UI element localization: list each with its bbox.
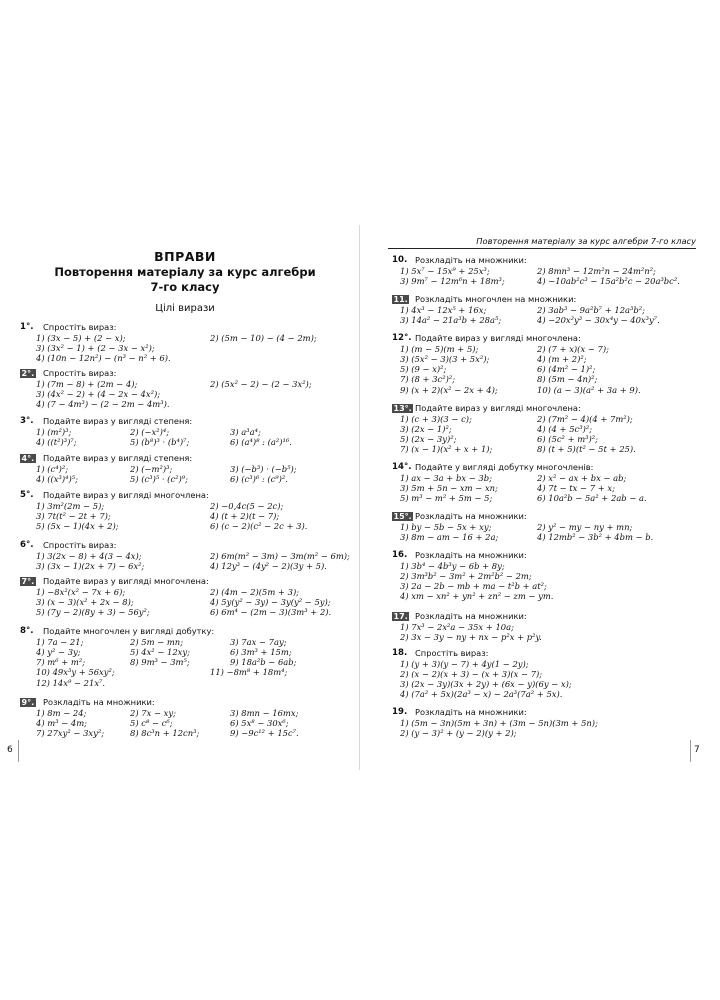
task-item: 3) (2x − 3y)(3x + 2y) + (6x − y)(6y − x); — [400, 679, 572, 690]
exercise-instruction: Розкладіть на множники: — [43, 697, 155, 707]
exercise-17 — [392, 611, 692, 642]
task-item: 3) 9m⁷ − 12m⁶n + 18m³; — [400, 275, 505, 286]
task-item: 1) 3m²(2m − 5); — [36, 500, 105, 511]
task-item: 5) (5x − 1)(4x + 2); — [36, 521, 119, 532]
task-item: 2) 3x − 3y − ny + nx − p²x + p²y. — [400, 631, 542, 642]
task-item: 3) 8m − am − 16 + 2a; — [400, 531, 499, 542]
exercise-number: 17. — [393, 611, 408, 621]
margin-rule-right — [690, 740, 691, 762]
task-item: 4) (t + 2)(t − 7); — [210, 510, 280, 521]
exercise-instruction: Подайте вираз у вигляді многочлена: — [415, 403, 581, 413]
task-item: 2) 8mn³ − 12m²n − 24m²n²; — [537, 265, 656, 276]
exercise-number: 3°. — [20, 416, 34, 426]
task-item: 6) (5c² + m³)²; — [537, 434, 598, 445]
task-row — [20, 474, 350, 484]
exercise-instruction: Розкладіть на множники: — [415, 707, 527, 717]
task-item: 4) 12mb² − 3b² + 4bm − b. — [537, 531, 654, 542]
task-row — [392, 364, 692, 374]
page-subtitle-line1: Повторення матеріалу за курс алгебри — [54, 265, 316, 279]
task-item: 3) (3x − 1)(2x + 7) − 6x²; — [36, 560, 145, 571]
task-item: 6) (c − 2)(c² − 2c + 3). — [210, 521, 308, 532]
task-item: 1) 7x³ − 2x²a − 35x + 10a; — [400, 621, 514, 632]
task-item: 1) 5x⁷ − 15x⁹ + 25x³; — [400, 265, 490, 276]
task-item: 1) (5m − 3n)(5m + 3n) + (3m − 5n)(3m + 5n); — [400, 717, 598, 728]
margin-rule-left — [18, 740, 19, 762]
exercise-3 — [20, 416, 350, 447]
task-item: 4) m³ − 4m; — [36, 717, 87, 728]
task-row — [392, 622, 692, 632]
task-item: 4) 12y³ − (4y² − 2)(3y + 5). — [210, 560, 327, 571]
task-row — [392, 344, 692, 354]
task-row — [20, 501, 350, 511]
task-item: 2) (5x² − 2) − (2 − 3x²); — [210, 378, 312, 389]
task-item: 11) −8m⁸ + 18m⁴; — [210, 667, 288, 678]
exercise-instruction: Розкладіть на множники: — [415, 255, 527, 265]
task-item: 4) ((t²)³)⁷; — [36, 436, 77, 447]
exercise-number: 18. — [392, 648, 408, 658]
task-item: 1) (m²)³; — [36, 426, 72, 437]
task-item: 2) 7x − xy; — [130, 707, 176, 718]
task-item: 3) a³a⁴; — [230, 426, 261, 437]
exercise-13 — [392, 403, 692, 455]
task-row — [392, 659, 692, 669]
task-item: 1) (3x − 5) + (2 − x); — [36, 332, 126, 343]
task-item: 3) (4x² − 2) + (4 − 2x − 4x²); — [36, 388, 161, 399]
exercise-instruction: Розкладіть на множники: — [415, 550, 527, 560]
task-row — [392, 276, 692, 286]
task-item: 5) (c³)⁵ · (c²)⁹; — [130, 473, 188, 484]
task-row — [20, 343, 350, 353]
task-item: 10) (a − 3)(a² + 3a + 9). — [537, 384, 641, 395]
task-item: 2) y² − my − ny + mn; — [537, 521, 633, 532]
exercise-number: 15°. — [393, 511, 412, 521]
task-row — [392, 444, 692, 454]
page-number-left: 6 — [7, 745, 13, 755]
task-item: 1) 7a − 21; — [36, 636, 84, 647]
task-item: 4) 5y(y² − 3y) − 3y(y² − 5y); — [210, 596, 331, 607]
exercise-number: 2°. — [21, 368, 35, 378]
exercise-number: 8°. — [20, 626, 34, 636]
task-item: 6) (a⁴)⁸ : (a²)¹⁶. — [230, 436, 292, 447]
task-item: 6) (4m² − 1)²; — [537, 364, 596, 375]
task-item: 6) 10a²b − 5a² + 2ab − a. — [537, 493, 647, 504]
task-row — [392, 473, 692, 483]
task-row — [20, 718, 350, 728]
exercise-instruction: Подайте многочлен у вигляді добутку: — [43, 626, 215, 636]
task-item: 10) 49x³y + 56xy²; — [36, 667, 115, 678]
task-item: 5) c⁸ − c⁶; — [130, 717, 173, 728]
exercise-number: 11. — [393, 294, 408, 304]
task-item: 6) 5x⁸ − 30x⁶; — [230, 717, 289, 728]
task-row — [392, 632, 692, 642]
task-row — [392, 434, 692, 444]
task-item: 1) (7m − 8) + (2m − 4); — [36, 378, 138, 389]
page-subtitle-line2: 7-го класу — [150, 280, 220, 294]
exercise-instruction: Спростіть вираз: — [43, 368, 117, 378]
task-item: 7) (x − 1)(x² + x + 1); — [400, 444, 493, 455]
task-item: 6) 6m⁴ − (2m − 3)(3m³ + 2). — [210, 607, 332, 618]
exercise-number: 12°. — [392, 333, 412, 343]
task-item: 5) (7y − 2)(8y + 3) − 56y²; — [36, 607, 150, 618]
task-row — [392, 266, 692, 276]
page-title: ВПРАВИ — [154, 249, 216, 264]
exercise-instruction: Спростіть вираз: — [43, 322, 117, 332]
task-item: 4) (4 + 5c³)²; — [537, 423, 593, 434]
task-item: 2) 3ab³ − 9a²b⁷ + 12a³b²; — [537, 304, 645, 315]
task-row — [392, 718, 692, 728]
exercise-number: 6°. — [20, 540, 34, 550]
exercise-number: 13°. — [393, 403, 412, 413]
task-item: 7) m⁶ + m²; — [36, 657, 86, 668]
task-row — [392, 669, 692, 679]
task-row — [392, 424, 692, 434]
exercise-number: 19. — [392, 707, 408, 717]
task-item: 4) y² − 3y; — [36, 646, 81, 657]
exercise-number: 9°. — [21, 697, 35, 707]
exercise-instruction: Розкладіть на множники: — [415, 511, 527, 521]
task-item: 9) −9c¹² + 15c⁷. — [230, 728, 299, 739]
exercise-16 — [392, 550, 692, 602]
exercise-9 — [20, 697, 350, 738]
task-item: 4) ((x³)⁴)⁵; — [36, 473, 78, 484]
exercise-instruction: Подайте вираз у вигляді степеня: — [43, 416, 193, 426]
task-row — [392, 374, 692, 384]
task-row — [20, 647, 350, 657]
task-item: 3) (3x² − 1) + (2 − 3x − x²); — [36, 342, 155, 353]
task-item: 2) 6m(m² − 3m) − 3m(m² − 6m); — [210, 550, 350, 561]
task-row — [20, 708, 350, 718]
task-item: 4) −20x²y³ − 30x⁴y − 40x³y⁷. — [537, 314, 660, 325]
task-item: 2) 3m³b² − 3m² + 2m²b² − 2m; — [400, 570, 532, 581]
task-row — [392, 414, 692, 424]
task-item: 5) (9 − x)²; — [400, 364, 447, 375]
task-row — [20, 511, 350, 521]
task-row — [20, 728, 350, 738]
task-row — [20, 561, 350, 571]
task-item: 3) (5x² − 3)(3 + 5x²); — [400, 353, 490, 364]
task-item: 2) (7 + x)(x − 7); — [537, 343, 609, 354]
exercise-number: 7°. — [21, 576, 35, 586]
right-page — [360, 0, 720, 1000]
running-head: Повторення матеріалу за курс алгебри 7-го класу — [388, 236, 696, 249]
task-item: 1) (m − 5)(m + 5); — [400, 343, 479, 354]
task-item: 4) −10ab²c³ − 15a²b²c − 20a³bc². — [537, 275, 680, 286]
task-row — [392, 591, 692, 601]
task-item: 3) 14a² − 21a³b + 28a⁵; — [400, 314, 502, 325]
task-row — [392, 571, 692, 581]
task-row — [20, 607, 350, 617]
task-row — [20, 427, 350, 437]
task-row — [20, 597, 350, 607]
exercise-instruction: Подайте вираз у вигляді степеня: — [43, 453, 193, 463]
task-item: 5) (2x − 3y)²; — [400, 434, 457, 445]
exercise-8 — [20, 626, 350, 688]
exercise-number: 10. — [392, 255, 408, 265]
task-item: 1) −8x²(x² − 7x + 6); — [36, 586, 126, 597]
task-item: 2) (−x²)⁴; — [130, 426, 170, 437]
task-item: 3) 7t(t² − 2t + 7); — [36, 510, 111, 521]
task-row — [392, 385, 692, 395]
exercise-14 — [392, 462, 692, 503]
task-row — [20, 587, 350, 597]
exercise-instruction: Подайте вираз у вигляді многочлена: — [415, 333, 581, 343]
task-item: 3) 7ax − 7ay; — [230, 636, 287, 647]
task-item: 5) m³ − m² + 5m − 5; — [400, 493, 493, 504]
task-item: 3) 8mn − 16mx; — [230, 707, 299, 718]
task-item: 2) (4m − 2)(5m + 3); — [210, 586, 300, 597]
task-row — [20, 437, 350, 447]
exercise-4 — [20, 453, 350, 484]
task-row — [392, 689, 692, 699]
task-row — [20, 333, 350, 343]
task-item: 4) xm − xn² + yn² + zn² − zm − ym. — [400, 591, 554, 602]
task-item: 5) (b⁸)³ · (b⁴)⁷; — [130, 436, 190, 447]
task-row — [392, 532, 692, 542]
task-item: 8) 9m³ − 3m⁵; — [130, 657, 190, 668]
task-row — [20, 399, 350, 409]
exercise-11 — [392, 294, 692, 325]
exercise-instruction: Подайте вираз у вигляді многочлена: — [43, 490, 209, 500]
exercise-1 — [20, 322, 350, 363]
task-item: 2) (x − 2)(x + 3) − (x + 3)(x − 7); — [400, 668, 543, 679]
task-row — [20, 551, 350, 561]
exercise-instruction: Розкладіть на множники: — [415, 611, 527, 621]
exercise-number: 5°. — [20, 490, 34, 500]
task-item: 4) (7 − 4m³) − (2 − 2m − 4m³). — [36, 399, 170, 410]
task-row — [20, 464, 350, 474]
exercise-instruction: Подайте у вигляді добутку многочленів: — [415, 462, 594, 472]
task-row — [20, 353, 350, 363]
task-item: 8) (5m − 4n)²; — [537, 374, 598, 385]
task-item: 3) 2a − 2b − mb + ma − t²b + at²; — [400, 581, 547, 592]
exercise-number: 4°. — [21, 453, 35, 463]
task-item: 4) (10n − 12n²) − (n³ − n² + 6). — [36, 353, 171, 364]
task-item: 3) (−b³) · (−b⁵); — [230, 463, 297, 474]
task-item: 1) 4x³ − 12x⁵ + 16x; — [400, 304, 487, 315]
exercise-instruction: Спростіть вираз: — [415, 648, 489, 658]
task-row — [392, 315, 692, 325]
task-row — [20, 678, 350, 688]
task-row — [20, 637, 350, 647]
exercise-instruction: Подайте вираз у вигляді многочлена: — [43, 576, 209, 586]
task-item: 3) (2x − 1)²; — [400, 423, 452, 434]
task-row — [20, 667, 350, 677]
task-item: 1) (c + 3)(3 − c); — [400, 413, 472, 424]
task-item: 1) (y + 3)(y − 7) + 4y(1 − 2y); — [400, 658, 529, 669]
task-row — [20, 521, 350, 531]
task-row — [392, 483, 692, 493]
exercise-15 — [392, 511, 692, 542]
task-row — [392, 493, 692, 503]
task-item: 7) 27xy² − 3xy²; — [36, 728, 105, 739]
task-item: 2) (y − 3)² + (y − 2)(y + 2); — [400, 727, 517, 738]
task-item: 9) (x + 2)(x² − 2x + 4); — [400, 384, 498, 395]
task-item: 8) (t + 5)(t² − 5t + 25). — [537, 444, 636, 455]
page-number-right: 7 — [694, 745, 700, 755]
task-item: 3) 5m + 5n − xm − xn; — [400, 482, 498, 493]
task-item: 3) (x − 3)(x² + 2x − 8); — [36, 596, 134, 607]
task-item: 9) 18a²b − 6ab; — [230, 657, 297, 668]
task-row — [392, 679, 692, 689]
task-row — [392, 581, 692, 591]
task-row — [20, 379, 350, 389]
exercise-10 — [392, 255, 692, 286]
task-row — [392, 728, 692, 738]
task-row — [392, 522, 692, 532]
exercise-number: 14°. — [392, 462, 412, 472]
task-item: 6) 3m³ + 15m; — [230, 646, 292, 657]
task-item: 1) by − 5b − 5x + xy; — [400, 521, 492, 532]
task-item: 1) 3(2x − 8) + 4(3 − 4x); — [36, 550, 142, 561]
task-item: 2) −0,4c(5 − 2c); — [210, 500, 284, 511]
exercise-2 — [20, 368, 350, 409]
task-item: 8) 8c³n + 12cn³; — [130, 728, 200, 739]
section-title: Цілі вирази — [155, 303, 215, 314]
task-row — [20, 657, 350, 667]
task-item: 4) (m + 2)²; — [537, 353, 587, 364]
exercise-instruction: Розкладіть многочлен на множники: — [415, 294, 577, 304]
exercise-instruction: Спростіть вираз: — [43, 540, 117, 550]
task-item: 1) (c⁴)²; — [36, 463, 69, 474]
exercise-12 — [392, 333, 692, 395]
task-item: 6) (c³)⁶ : (c⁹)². — [230, 473, 288, 484]
exercise-18 — [392, 648, 692, 700]
task-item: 2) (−m²)³; — [130, 463, 173, 474]
task-row — [392, 354, 692, 364]
task-item: 4) (7a² + 5x)(2a³ − x) − 2a³(7a² + 5x). — [400, 689, 563, 700]
task-item: 2) x² − ax + bx − ab; — [537, 472, 627, 483]
task-item: 2) (7m² − 4)(4 + 7m²); — [537, 413, 633, 424]
exercise-19 — [392, 707, 692, 738]
task-item: 4) 7t − tx − 7 + x; — [537, 482, 615, 493]
exercise-6 — [20, 540, 350, 571]
task-item: 1) ax − 3a + bx − 3b; — [400, 472, 492, 483]
task-row — [392, 305, 692, 315]
task-item: 7) (8 + 3c²)²; — [400, 374, 456, 385]
task-item: 1) 3b⁴ − 4b³y − 6b + 8y; — [400, 560, 505, 571]
task-item: 5) 4x² − 12xy; — [130, 646, 190, 657]
exercise-5 — [20, 490, 350, 531]
task-row — [392, 561, 692, 571]
task-row — [20, 389, 350, 399]
exercise-number: 1°. — [20, 322, 34, 332]
task-item: 2) (5m − 10) − (4 − 2m); — [210, 332, 317, 343]
task-item: 1) 8m − 24; — [36, 707, 87, 718]
exercise-number: 16. — [392, 550, 408, 560]
task-item: 12) 14x⁹ − 21x⁷. — [36, 677, 106, 688]
exercise-7 — [20, 576, 350, 617]
task-item: 2) 5m − mn; — [130, 636, 184, 647]
